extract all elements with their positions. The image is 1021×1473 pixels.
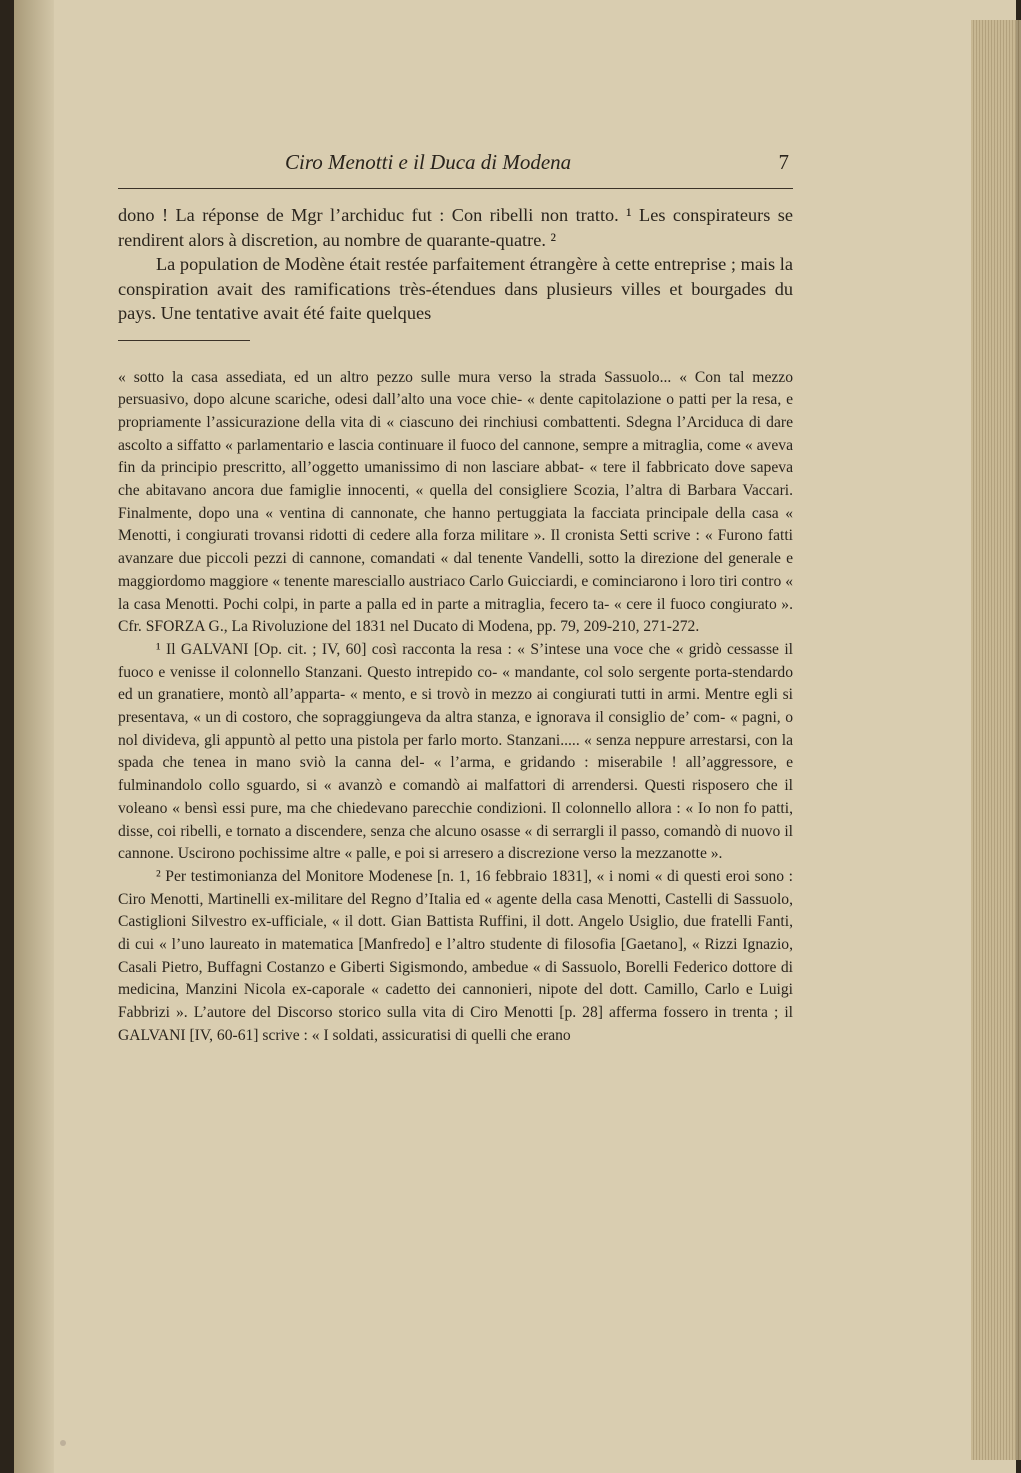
footnotes — [118, 367, 793, 1048]
footnote-rule — [118, 340, 250, 341]
page-number: 7 — [778, 150, 789, 174]
footnote-2: ² Per testimonianza del Monitore Modenese [n. 1, 16 febbraio 1831], « i nomi « di questi eroi sono : Ciro Menotti, Martinelli ex-militare del Regno d’Italia ed « agente della casa Menotti, Castelli di Sassuolo, Castiglioni Silvestro ex-ufficiale, « il dott. Gian Battista Ruffini, il dott. Angelo Usiglio, due fratelli Fanti, di cui « l’uno laureato in matematica [Manfredo] e l’altro studente di filosofia [Gaetano], « Rizzi Ignazio, Casali Pietro, Buffagni Costanzo e Giberti Sigismondo, ambedue « di Sassuolo, Borelli Federico dottore di medicina, Manzini Nicola ex-caporale « cadetto dei cannonieri, nipote del dott. Camillo, Carlo e Luigi Fabbrizi ». L’autore del Discorso storico sulla vita di Ciro Menotti [p. 28] afferma fossero in trenta ; il GALVANI [IV, 60-61] scrive : « I soldati, assicuratisi di quelli che erano — [118, 867, 793, 1044]
paper-speck — [60, 1440, 66, 1446]
page-edges — [971, 20, 1021, 1460]
body-paragraph: dono ! La réponse de Mgr l’archiduc fut : Con ribelli non tratto. ¹ Les conspirateurs se rendirent alors à discretion, au nombre de quarante-quatre. ² — [118, 205, 793, 250]
text-block — [118, 150, 793, 1048]
running-header — [118, 150, 793, 188]
footnote-continuation: « sotto la casa assediata, ed un altro pezzo sulle mura verso la strada Sassuolo... « Con tal mezzo persuasivo, dopo alcune scariche, odesi dall’alto una voce chie- « dente capitolazione o patti per la resa, e propriamente l’assicurazione della vita di « ciascuno dei rinchiusi combattenti. Sdegna l’Arciduca di dare ascolto a siffatto « parlamentario e lascia continuare il fuoco del cannone, sempre a mitraglia, come « aveva fin da principio prescritto, all’oggetto umanissimo di non lasciare abbat- « tere il fabbricato dove sapeva che abitavano ancora due famiglie innocenti, « quella del consigliere Scozia, l’altra di Barbara Vaccari. Finalmente, dopo una « ventina di cannonate, che hanno pertuggiata la facciata principale della casa « Menotti, i congiurati trovansi ridotti di cedere alla forza militare ». Il cronista Setti scrive : « Furono fatti avanzare due piccoli pezzi di cannone, comandati « dal tenente Vandelli, sotto la direzione del generale e maggiordomo maggiore « tenente maresciallo austriaco Carlo Guicciardi, e cominciarono i loro tiri contro « la casa Menotti. Pochi colpi, in parte a palla ed in parte a mitraglia, fecero ta- « cere il fuoco congiurato ». Cfr. SFORZA G., La Rivoluzione del 1831 nel Ducato di Modena, pp. 79, 209-210, 271-272. — [118, 368, 793, 636]
header-rule — [118, 188, 793, 189]
running-title: Ciro Menotti e il Duca di Modena — [285, 150, 572, 174]
footnote-1: ¹ Il GALVANI [Op. cit. ; IV, 60] così racconta la resa : « S’intese una voce che « gridò cessasse il fuoco e venisse il colonnello Stanzani. Questo intrepido co- « mandante, col solo sergente porta-stendardo ed un granatiere, montò all’apparta- « mento, e si trovò in mezzo ai congiurati tutti in armi. Mentre egli si presentava, « un di costoro, che sopraggiungeva da altra stanza, e ignorava il consiglio de’ com- « pagni, o nol divideva, gli appuntò al petto una pistola per farlo morto. Stanzani..... « senza neppure arrestarsi, con la spada che tenea in mano sviò la canna del- « l’arma, e gridando : miserabile ! all’aggressore, e fulminandolo collo sguardo, si « avanzò e comandò ai malfattori di arrendersi. Questi risposero che il voleano « bensì essi pure, ma che chiedevano parecchie condizioni. Il colonnello allora : « Io non fo patti, disse, coi ribelli, e tornato a discendere, senza che alcuno osasse « di serrargli il passo, comandò di nuovo il cannone. Uscirono pochissime altre « palle, e poi si arresero a discrezione verso la mezzanotte ». — [118, 640, 793, 863]
main-text — [118, 203, 793, 326]
book-gutter — [14, 0, 54, 1473]
body-paragraph: La population de Modène était restée parfaitement étrangère à cette entreprise ; mais la conspiration avait des ramifications très-étendues dans plusieurs villes et bourgades du pays. Une tentative avait été faite quelques — [118, 254, 793, 323]
